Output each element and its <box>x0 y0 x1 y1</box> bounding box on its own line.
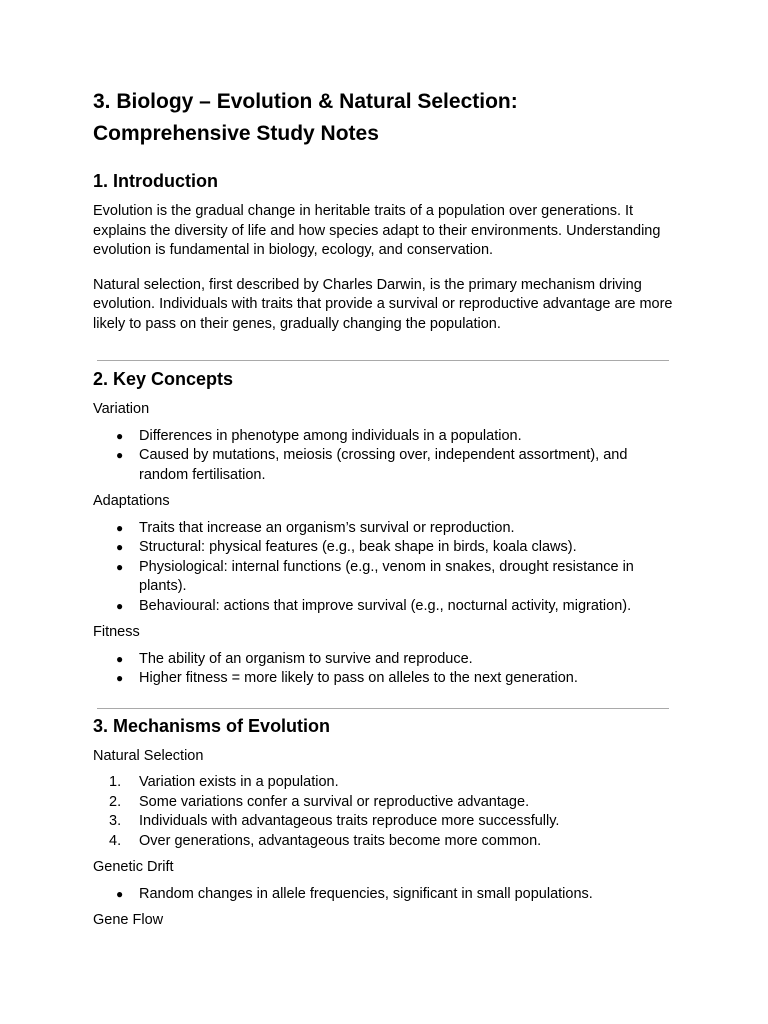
list-item-text: Higher fitness = more likely to pass on alleles to the next generation. <box>139 670 578 686</box>
list-item-text: Physiological: internal functions (e.g., venom in snakes, drought resistance in plants). <box>139 558 634 594</box>
mechanisms-heading: 3. Mechanisms of Evolution <box>93 715 331 736</box>
list-item <box>93 669 673 689</box>
section-divider-1 <box>97 360 669 361</box>
list-item-text: Traits that increase an organism’s survival or reproduction. <box>139 519 515 536</box>
adaptations-list <box>93 519 673 617</box>
bullet-icon: ● <box>116 886 124 901</box>
bullet-icon: ● <box>116 448 124 462</box>
bullet-icon: ● <box>116 540 124 554</box>
introduction-paragraph-2: Natural selection, first described by Charles Darwin, is the primary mechanism driving evolution. Individuals with traits that provide a survival or reproductive advantage are more likely to pass on their genes, gradually changing the population. <box>93 276 673 332</box>
gene-flow-label: Gene Flow <box>93 912 164 928</box>
list-number: 3. <box>109 813 122 829</box>
bullet-icon: ● <box>116 671 124 685</box>
variation-list <box>93 427 673 486</box>
list-item-text: Behavioural: actions that improve survival (e.g., nocturnal activity, migration). <box>139 597 632 614</box>
introduction-heading: 1. Introduction <box>93 171 218 191</box>
list-item <box>93 597 673 617</box>
list-item <box>93 427 673 447</box>
section-divider-2 <box>97 708 669 709</box>
list-item-text: The ability of an organism to survive and reproduce. <box>139 650 473 667</box>
natural-selection-label: Natural Selection <box>93 747 204 764</box>
list-number: 2. <box>109 793 122 810</box>
fitness-list <box>93 650 673 689</box>
list-item <box>93 793 673 813</box>
list-item <box>93 519 673 539</box>
document-title-line-1: 3. Biology – Evolution & Natural Selection: <box>93 90 518 113</box>
list-item-text: Structural: physical features (e.g., beak shape in birds, koala claws). <box>139 539 577 555</box>
list-item <box>93 538 673 558</box>
list-item <box>93 832 673 852</box>
list-item-text: Differences in phenotype among individuals in a population. <box>139 427 522 444</box>
introduction-paragraph-1: Evolution is the gradual change in heritable traits of a population over generations. It explains the diversity of life and how species adapt to their environments. Understanding evolution is fundamental in biology, ecology, and conservation. <box>93 203 661 258</box>
genetic-drift-label: Genetic Drift <box>93 859 174 875</box>
variation-label: Variation <box>93 401 150 417</box>
document-page <box>93 86 673 931</box>
bullet-icon: ● <box>116 428 124 443</box>
bullet-icon: ● <box>116 520 124 535</box>
bullet-icon: ● <box>116 559 124 574</box>
list-item <box>93 885 673 905</box>
document-title <box>93 86 673 150</box>
fitness-label: Fitness <box>93 624 140 640</box>
bullet-icon: ● <box>116 598 124 613</box>
list-item <box>93 558 673 597</box>
key-concepts-heading: 2. Key Concepts <box>93 369 234 389</box>
document-title-line-2: Comprehensive Study Notes <box>93 122 379 145</box>
list-item-text: Some variations confer a survival or reproductive advantage. <box>139 793 530 810</box>
list-item-text: Variation exists in a population. <box>139 774 339 790</box>
list-item-text: Over generations, advantageous traits become more common. <box>139 832 542 849</box>
bullet-icon: ● <box>116 651 124 666</box>
natural-selection-list <box>93 773 673 851</box>
list-item <box>93 773 673 793</box>
genetic-drift-list <box>93 885 673 905</box>
list-number: 1. <box>109 774 122 790</box>
adaptations-label: Adaptations <box>93 493 170 509</box>
list-item <box>93 446 673 485</box>
list-item <box>93 812 673 832</box>
list-item <box>93 650 673 670</box>
list-item-text: Caused by mutations, meiosis (crossing over, independent assortment), and random fertilisation. <box>139 447 628 483</box>
list-item-text: Random changes in allele frequencies, significant in small populations. <box>139 885 593 902</box>
list-number: 4. <box>109 832 122 849</box>
list-item-text: Individuals with advantageous traits reproduce more successfully. <box>139 813 560 829</box>
